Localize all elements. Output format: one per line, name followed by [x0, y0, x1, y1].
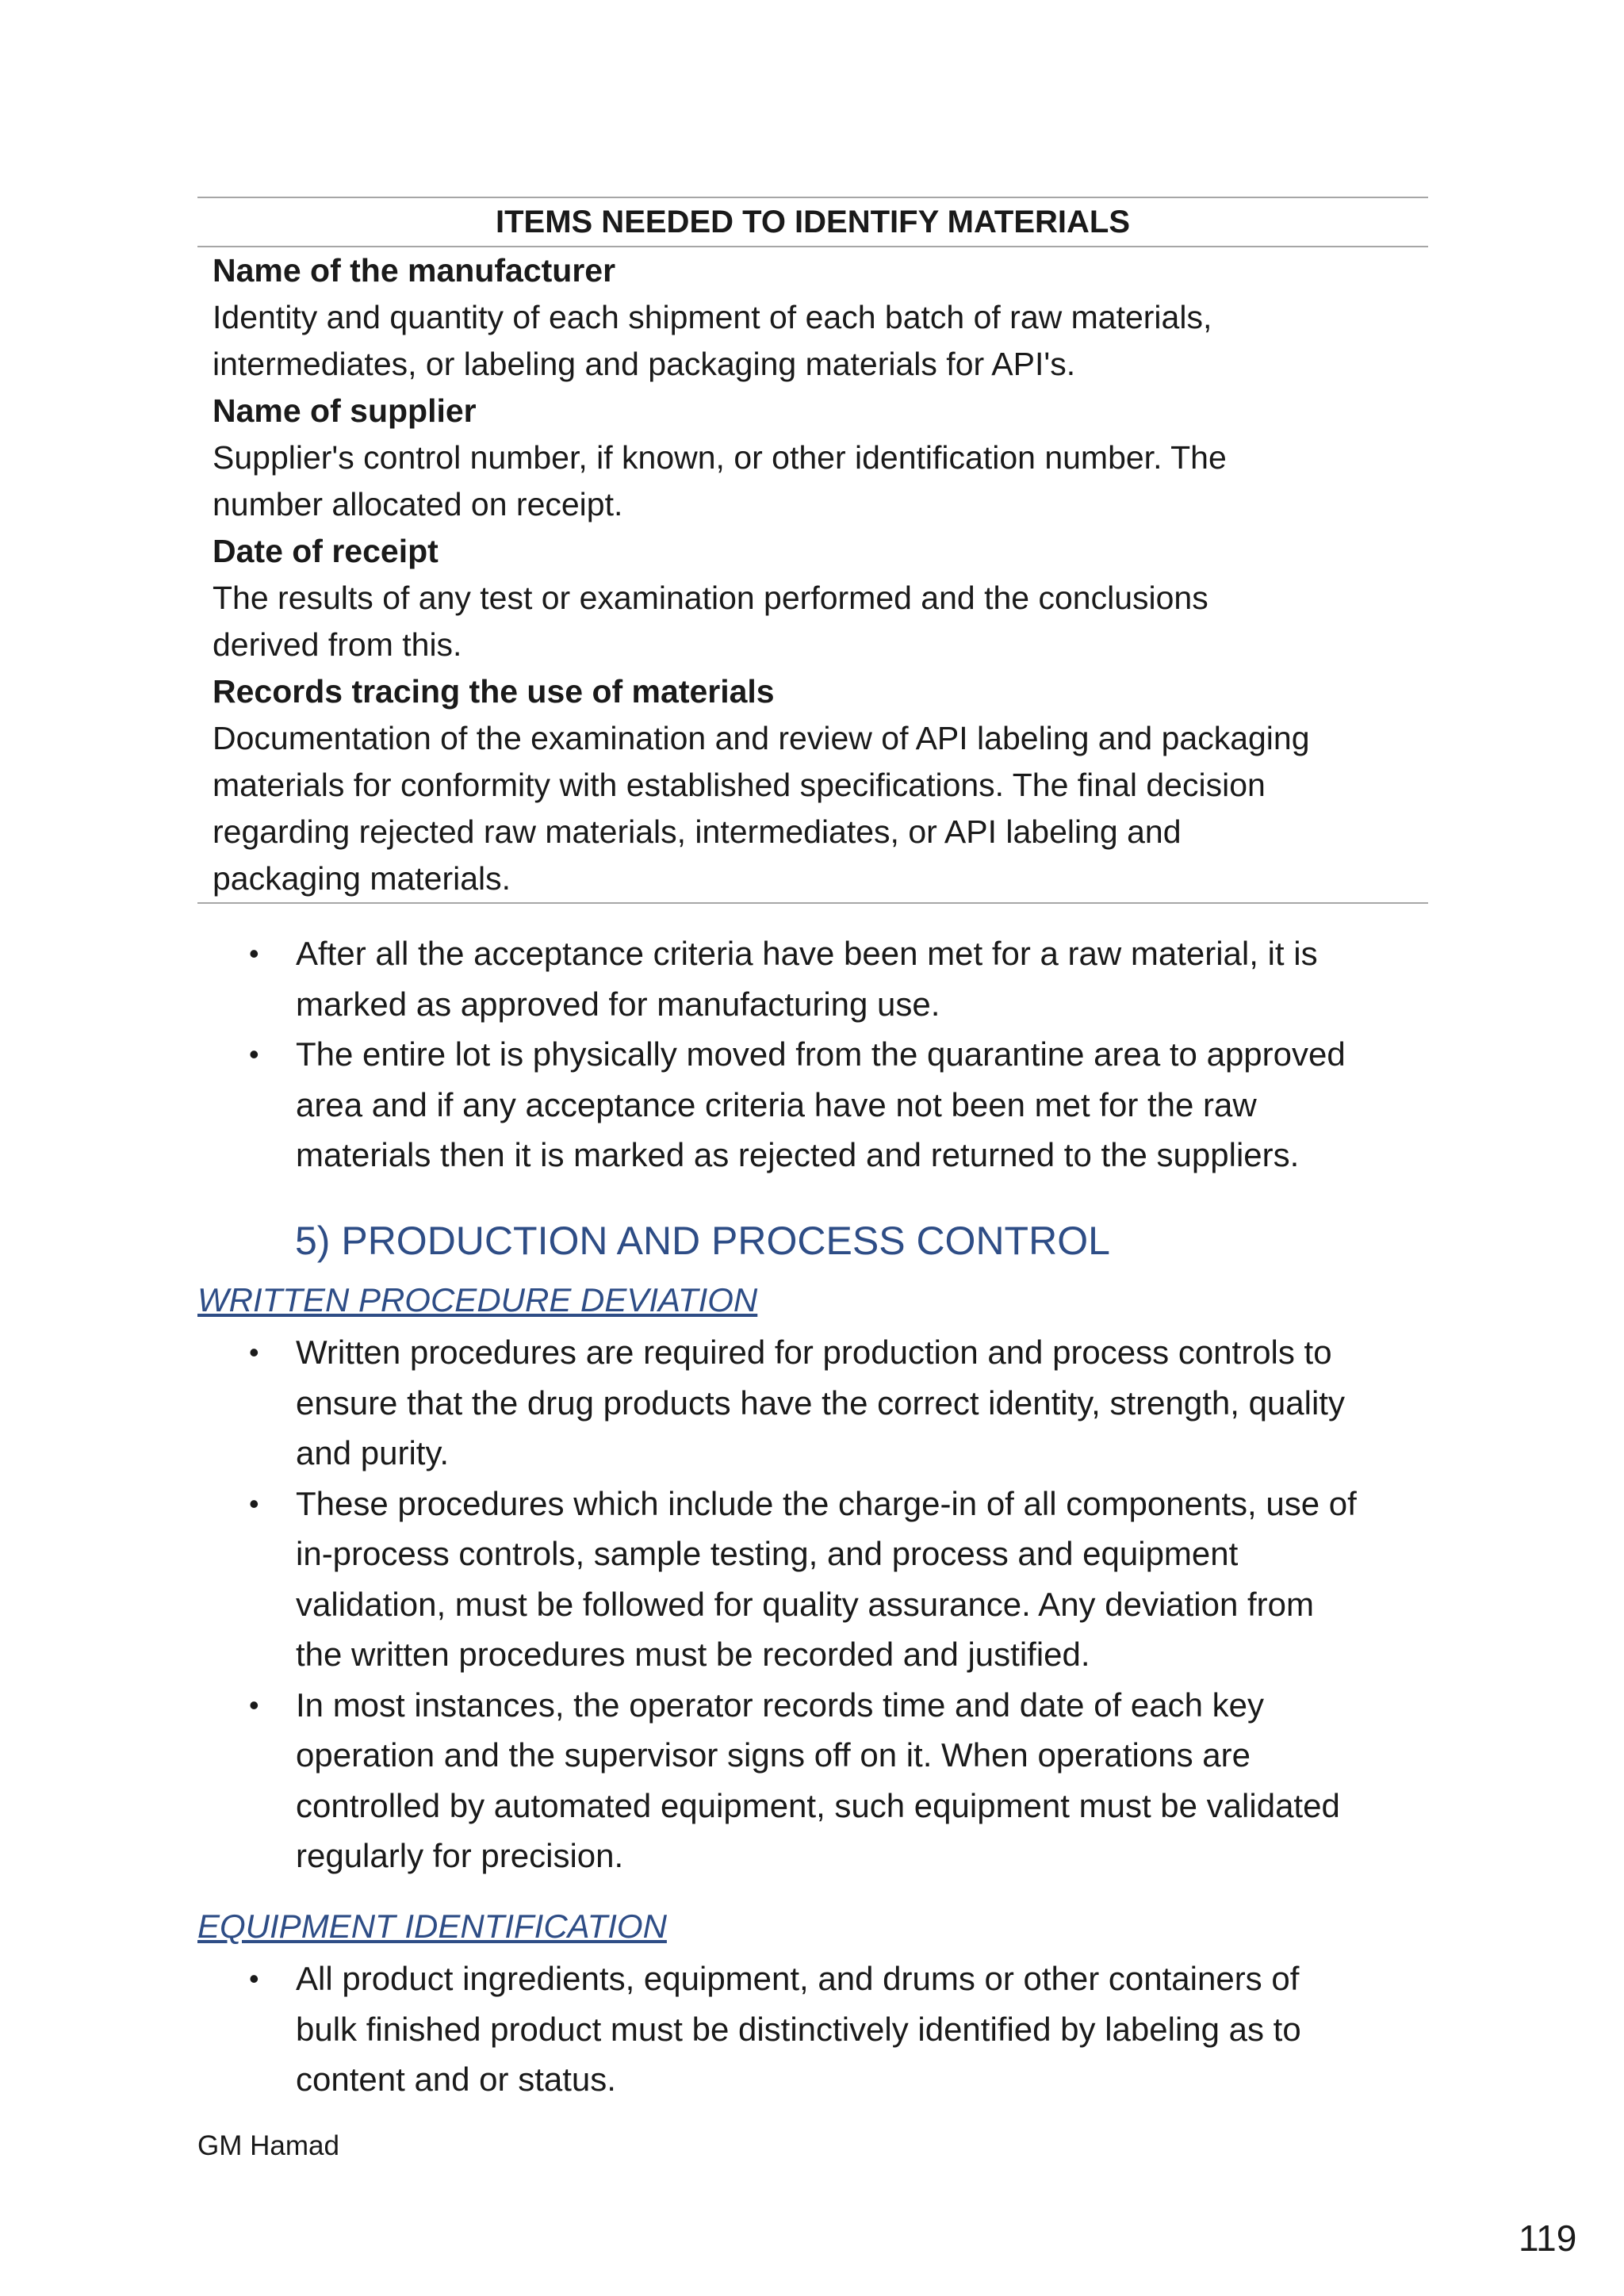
bullet-icon: • — [249, 1038, 259, 1070]
bullet-icon: • — [249, 937, 259, 970]
bullet-icon: • — [249, 1688, 259, 1721]
bullet-list-equipment — [197, 1954, 1434, 2105]
table-item-title: Records tracing the use of materials — [213, 673, 775, 710]
bullet-list-acceptance — [197, 928, 1434, 1181]
bullet-icon: • — [249, 1336, 259, 1368]
bullet-text-line: validation, must be followed for quality assurance. Any deviation from — [296, 1585, 1315, 1623]
bullet-item — [197, 1327, 1434, 1479]
bullet-text-line: operation and the supervisor signs off on it. When operations are — [296, 1736, 1251, 1774]
table-item-text: Supplier's control number, if known, or other identification number. The — [213, 439, 1227, 476]
table-item-title: Date of receipt — [213, 533, 439, 569]
bullet-text-line: controlled by automated equipment, such equipment must be validated — [296, 1786, 1340, 1824]
bullet-list-written-procedures — [197, 1327, 1434, 1881]
table-item-text: Documentation of the examination and review of API labeling and packaging — [213, 720, 1310, 756]
bullet-text-line: in-process controls, sample testing, and process and equipment — [296, 1535, 1239, 1572]
table-item-text: derived from this. — [213, 626, 462, 663]
bullet-item — [197, 1680, 1434, 1881]
bullet-text-line: bulk finished product must be distinctively identified by labeling as to — [296, 2010, 1301, 2048]
bullet-item — [197, 1029, 1434, 1181]
bullet-text-line: In most instances, the operator records time and date of each key — [296, 1686, 1264, 1724]
table-item-title: Name of supplier — [213, 392, 477, 429]
table-item-text: The results of any test or examination performed and the conclusions — [213, 580, 1208, 616]
subheading-equipment-identification: EQUIPMENT IDENTIFICATION — [197, 1908, 667, 1945]
bullet-item — [197, 1479, 1434, 1680]
table-item-text: Identity and quantity of each shipment of each batch of raw materials, — [213, 299, 1212, 335]
table-item-text: materials for conformity with established specifications. The final decision — [213, 767, 1266, 803]
bullet-icon: • — [249, 1962, 259, 1995]
bullet-text-line: ensure that the drug products have the correct identity, strength, quality — [296, 1383, 1345, 1422]
table-body — [197, 247, 1428, 902]
table-item-text: packaging materials. — [213, 860, 511, 897]
footer-author: GM Hamad — [197, 2130, 339, 2161]
bullet-text-line: area and if any acceptance criteria have not been met for the raw — [296, 1085, 1257, 1123]
bullet-item — [197, 928, 1434, 1029]
table-item-text: intermediates, or labeling and packaging materials for API's. — [213, 346, 1076, 382]
bullet-text-line: All product ingredients, equipment, and drums or other containers of — [296, 1960, 1300, 1997]
bullet-text-line: the written procedures must be recorded and justified. — [296, 1636, 1090, 1673]
subheading-written-procedure-deviation: WRITTEN PROCEDURE DEVIATION — [197, 1281, 758, 1318]
page-number: 119 — [1519, 2218, 1577, 2259]
bullet-text-line: and purity. — [296, 1434, 449, 1471]
table-bottom-rule — [197, 902, 1428, 904]
table-header: ITEMS NEEDED TO IDENTIFY MATERIALS — [495, 205, 1131, 239]
bullet-text-line: materials then it is marked as rejected and returned to the suppliers. — [296, 1136, 1300, 1173]
bullet-text-line: Written procedures are required for production and process controls to — [296, 1334, 1332, 1371]
table-item-text: regarding rejected raw materials, intermediates, or API labeling and — [213, 813, 1182, 850]
bullet-item — [197, 1954, 1434, 2105]
table-item-text: number allocated on receipt. — [213, 486, 623, 522]
bullet-text-line: content and or status. — [296, 2061, 616, 2098]
bullet-text-line: These procedures which include the charge-in of all components, use of — [296, 1484, 1357, 1522]
table-item-title: Name of the manufacturer — [213, 252, 616, 289]
bullet-text-line: marked as approved for manufacturing use. — [296, 985, 940, 1023]
bullet-text-line: regularly for precision. — [296, 1837, 624, 1874]
materials-table — [197, 197, 1428, 904]
bullet-icon: • — [249, 1487, 259, 1520]
bullet-text-line: The entire lot is physically moved from the quarantine area to approved — [296, 1035, 1346, 1073]
bullet-text-line: After all the acceptance criteria have been met for a raw material, it is — [296, 935, 1318, 972]
section-heading: 5) PRODUCTION AND PROCESS CONTROL — [295, 1219, 1110, 1263]
